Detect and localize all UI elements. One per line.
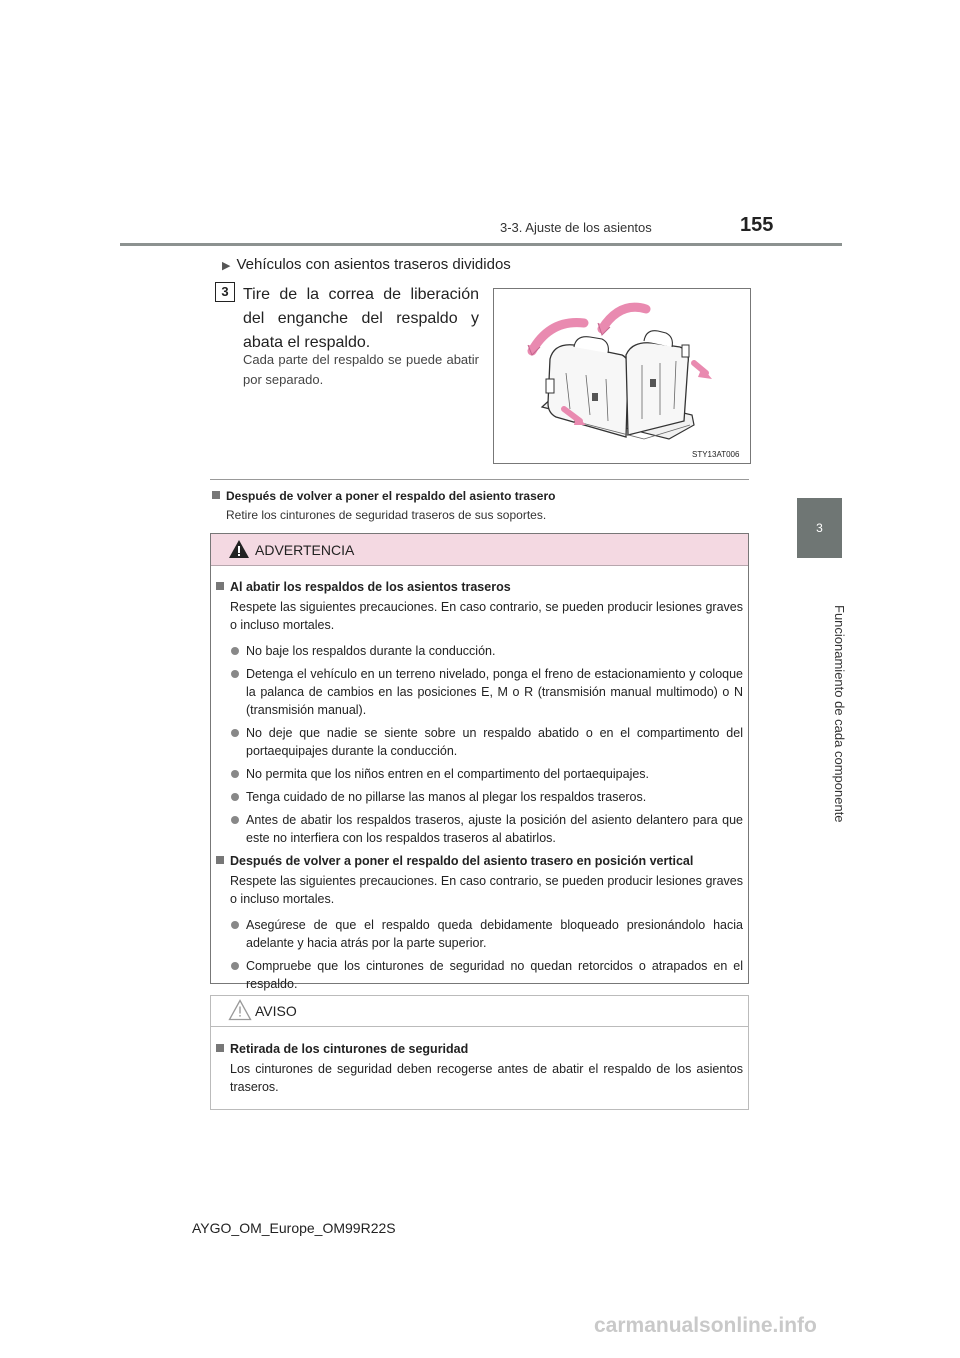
chapter-tab: 3 (797, 498, 842, 558)
square-bullet-icon (212, 491, 220, 499)
warning-bullet: Antes de abatir los respaldos traseros, ajuste la posición del asiento delantero para que este no interfiera con los respaldos traseros al abatirlos. (216, 811, 743, 847)
notice-content (216, 1040, 743, 1096)
section-divider (210, 479, 749, 480)
triangle-bullet-icon: ▶ (222, 260, 231, 272)
warning-box (210, 533, 749, 991)
warning-section-title (216, 578, 743, 596)
warning-triangle-icon (228, 539, 250, 559)
notice-box (210, 995, 749, 1110)
note-body: Retire los cinturones de seguridad traseros de sus soportes. (226, 508, 547, 522)
warning-bullet: Tenga cuidado de no pillarse las manos al plegar los respaldos traseros. (216, 788, 743, 806)
warning-bullet: No deje que nadie se siente sobre un respaldo abatido o en el compartimento del portaequipajes durante la conducción. (216, 724, 743, 760)
figure-code: STY13AT006 (692, 450, 740, 459)
warning-section-title-text: Después de volver a poner el respaldo del asiento trasero en posición vertical (230, 854, 694, 868)
watermark: carmanualsonline.info (594, 1314, 817, 1337)
warning-bullet: Compruebe que los cinturones de seguridad no quedan retorcidos o atrapados en el respaldo. (216, 957, 743, 993)
warning-bullet: No baje los respaldos durante la conducción. (216, 642, 743, 660)
note-title-text: Después de volver a poner el respaldo del asiento trasero (226, 489, 556, 503)
caution-outline-icon (228, 999, 252, 1021)
square-bullet-icon (216, 582, 224, 590)
warning-section-title-text: Al abatir los respaldos de los asientos traseros (230, 580, 511, 594)
note-title (212, 489, 555, 503)
warning-bullet: Asegúrese de que el respaldo queda debidamente bloqueado presionándolo hacia adelante y hacia atrás por la parte superior. (216, 916, 743, 952)
section-title: 3-3. Ajuste de los asientos (500, 220, 652, 235)
square-bullet-icon (216, 856, 224, 864)
footer-document-code: AYGO_OM_Europe_OM99R22S (192, 1220, 396, 1236)
warning-label: ADVERTENCIA (255, 542, 355, 558)
notice-title (216, 1040, 743, 1058)
notice-body: Los cinturones de seguridad deben recogerse antes de abatir el respaldo de los asientos traseros. (230, 1062, 743, 1094)
header-divider (120, 243, 842, 246)
page-number: 155 (740, 214, 774, 236)
warning-content (216, 578, 743, 998)
warning-section-intro: Respete las siguientes precauciones. En caso contrario, se pueden producir lesiones graves o incluso mortales. (230, 600, 743, 632)
notice-header (211, 996, 748, 1027)
chapter-title: Funcionamiento de cada componente (832, 605, 847, 823)
warning-section-intro: Respete las siguientes precauciones. En caso contrario, se pueden producir lesiones graves o incluso mortales. (230, 874, 743, 906)
square-bullet-icon (216, 1044, 224, 1052)
warning-bullet: Detenga el vehículo en un terreno nivelado, ponga el freno de estacionamiento y coloque la palanca de cambios en las posiciones E, M o R (transmisión manual multimodo) o N (transmisión manual). (216, 665, 743, 719)
step-instruction: Tire de la correa de liberación del enganche del respaldo y abata el respaldo. (243, 286, 479, 351)
variant-heading (222, 256, 511, 273)
warning-bullet: No permita que los niños entren en el compartimento del portaequipajes. (216, 765, 743, 783)
variant-heading-text: Vehículos con asientos traseros divididos (236, 256, 511, 273)
notice-title-text: Retirada de los cinturones de seguridad (230, 1042, 469, 1056)
warning-header (211, 534, 748, 566)
rear-seat-drawing-icon (494, 289, 750, 463)
warning-section-title (216, 852, 743, 870)
notice-label: AVISO (255, 1003, 297, 1019)
step-note: Cada parte del respaldo se puede abatir por separado. (243, 352, 479, 387)
step-number-badge: 3 (215, 282, 235, 302)
rear-seat-illustration (493, 288, 751, 464)
